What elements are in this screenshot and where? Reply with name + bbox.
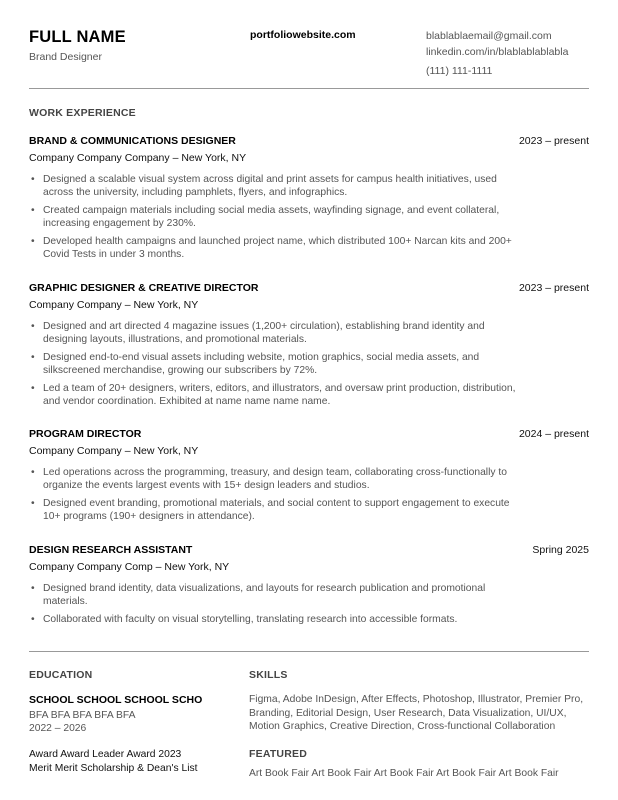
job-title: BRAND & COMMUNICATIONS DESIGNER (29, 135, 236, 147)
bullet-item: • Led a team of 20+ designers, writers, editors, and illustrators, and oversaw print production, distribution, and vendor coordination. Exhibited at name name name name. (29, 382, 519, 408)
bullet-item: • Designed brand identity, data visualizations, and layouts for research publication and promotional materials. (29, 582, 519, 608)
contact-block (426, 28, 568, 79)
education-years: 2022 – 2026 (29, 723, 87, 734)
role-title: Brand Designer (29, 51, 102, 63)
section-divider (29, 651, 589, 652)
work-experience-heading: WORK EXPERIENCE (29, 107, 136, 119)
job-date: 2023 – present (518, 282, 589, 294)
skills-section (249, 669, 594, 779)
job-title: DESIGN RESEARCH ASSISTANT (29, 544, 193, 556)
job-title: GRAPHIC DESIGNER & CREATIVE DIRECTOR (29, 282, 259, 294)
phone-number: (111) 111-1111 (426, 65, 493, 77)
bullet-item: • Collaborated with faculty on visual storytelling, translating research into accessible formats. (29, 613, 519, 626)
email-link[interactable]: blablablaemail@gmail.com (426, 30, 552, 42)
bullet-item: • Designed and art directed 4 magazine issues (1,200+ circulation), establishing brand identity and designing layouts, illustrations, and promotional materials. (29, 320, 519, 346)
portfolio-link[interactable]: portfoliowebsite.com (250, 29, 356, 41)
award-item: Award Award Leader Award 2023 (29, 749, 182, 760)
header-divider (29, 88, 589, 89)
bullet-item: • Led operations across the programming, treasury, and design team, collaborating cross-functionally to organize the events largest events with 15+ design leaders and studios. (29, 466, 519, 492)
job-company: Company Company – New York, NY (29, 445, 199, 457)
featured-list: Art Book Fair Art Book Fair Art Book Fair Art Book Fair Art Book Fair (249, 767, 559, 779)
job-bullets (29, 466, 589, 523)
job-bullets (29, 582, 589, 626)
job-date: 2023 – present (518, 135, 589, 147)
job-company: Company Company Company – New York, NY (29, 152, 247, 164)
bullet-item: • Created campaign materials including social media assets, wayfinding signage, and event collateral, increasing engagement by 230%. (29, 204, 519, 230)
bullet-item: • Designed event branding, promotional materials, and social content to support engagement to execute 10+ programs (190+ designers in attendance). (29, 497, 519, 523)
job-entry (29, 135, 589, 266)
linkedin-link[interactable]: linkedin.com/in/blablablablabla (426, 46, 569, 58)
education-section (29, 669, 229, 776)
job-bullets (29, 320, 589, 408)
bullet-item: • Designed end-to-end visual assets including website, motion graphics, social media assets, and silkscreened merchandise, growing our subscribers by 72%. (29, 351, 519, 377)
full-name: FULL NAME (29, 28, 126, 46)
award-item: Merit Merit Scholarship & Dean's List (29, 763, 198, 774)
job-entry (29, 282, 589, 413)
job-date: 2024 – present (518, 428, 589, 440)
education-heading: EDUCATION (29, 669, 93, 681)
job-bullets (29, 173, 589, 261)
degree: BFA BFA BFA BFA BFA (29, 710, 136, 721)
skills-list: Figma, Adobe InDesign, After Effects, Photoshop, Illustrator, Premier Pro, Branding, Editorial Design, User Research, Data Visualization, UI/UX, Motion Graphics, Creative Direction, Cross-functional Collaboration (249, 694, 584, 732)
job-entry (29, 428, 589, 528)
school-name: SCHOOL SCHOOL SCHOOL SCHO (29, 694, 203, 706)
skills-heading: SKILLS (249, 669, 288, 681)
resume-header (29, 28, 589, 80)
featured-heading: FEATURED (249, 747, 307, 760)
job-date: Spring 2025 (532, 544, 589, 556)
job-title: PROGRAM DIRECTOR (29, 428, 142, 440)
job-entry (29, 544, 589, 631)
bullet-item: • Designed a scalable visual system across digital and print assets for campus health initiatives, used across the university, including pamphlets, flyers, and infographics. (29, 173, 519, 199)
job-company: Company Company – New York, NY (29, 299, 199, 311)
job-company: Company Company Comp – New York, NY (29, 561, 230, 573)
bullet-item: • Developed health campaigns and launched project name, which distributed 100+ Narcan kits and 200+ Covid Tests in under 3 months. (29, 235, 519, 261)
